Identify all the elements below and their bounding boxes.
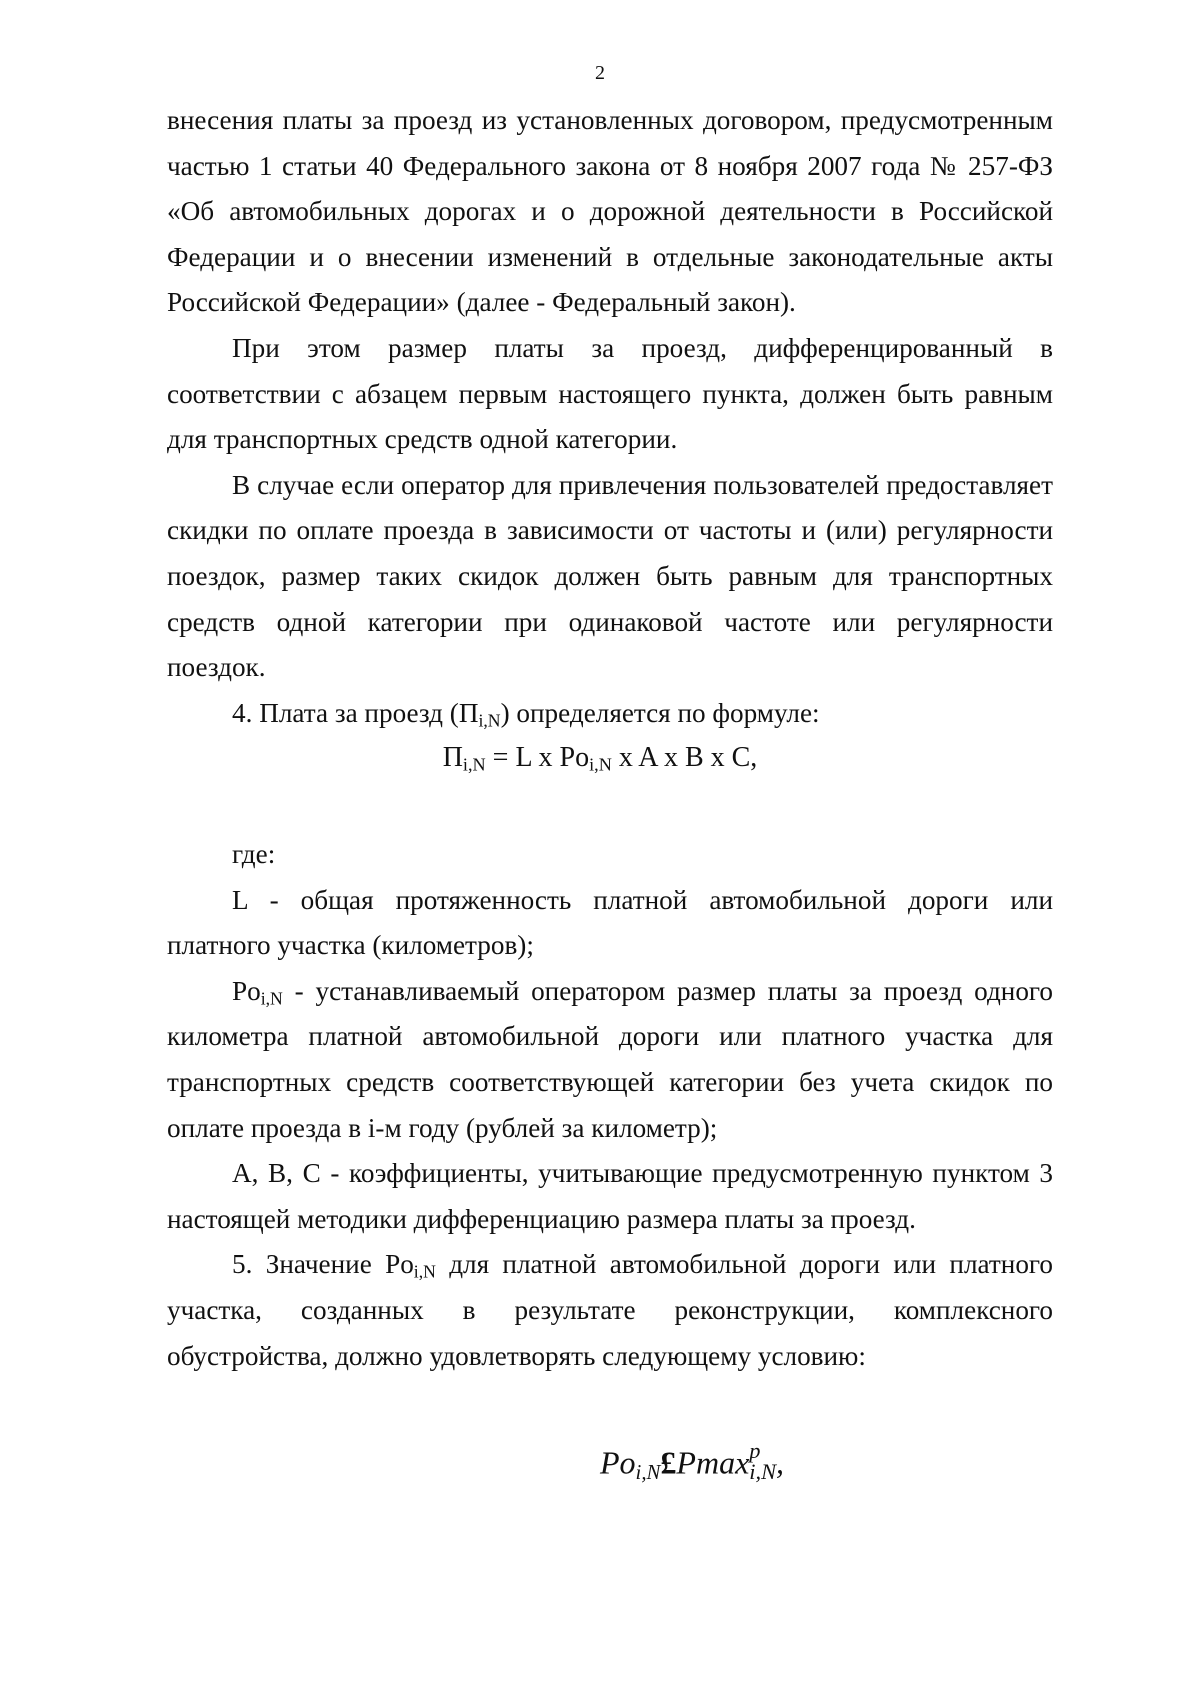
paragraph-item-4: 4. Плата за проезд $(П_{i,N})$ определяется по формуле:	[232, 697, 820, 731]
paragraph-fee-equality: При этом размер платы за проезд, дифференцированный в соответствии с абзацем первым настоящего пункта, должен быть равным для транспортных средств одной категории.	[167, 332, 1053, 455]
definition-ABC: A, B, C - коэффициенты, учитывающие предусмотренную пунктом 3 настоящей методики дифференциацию размера платы за проезд.	[167, 1158, 1053, 1234]
paragraph-item-5: 5. Значение $Po_{i,N}$ для платной автомобильной дороги или платного участка, созданных в результате реконструкции, комплексного обустройства, должно удовлетворять следующему условию:	[167, 1249, 1053, 1371]
where-label: где:	[232, 839, 276, 869]
paragraph-discounts: В случае если оператор для привлечения пользователей предоставляет скидки по оплате проезда в зависимости от частоты и (или) регулярности поездок, размер таких скидок должен быть равным для транспортных средств одной категории при одинаковой частоте или регулярности поездок.	[167, 469, 1053, 683]
definition-L: L - общая протяженность платной автомобильной дороги или платного участка (километров);	[167, 884, 1053, 961]
condition-formula: $Po_{i,N}£Pmax$ p i,N ,	[600, 1438, 785, 1485]
definition-Po: $Po_{i,N}$ - устанавливаемый оператором размер платы за проезд одного километра платной автомобильной дороги или платного участка для транспортных средств соответствующей категории без учета скидок по оплате проезда в i-м году (рублей за километр);	[167, 975, 1053, 1143]
paragraph-continuation: внесения платы за проезд из установленных договором, предусмотренным частью 1 статьи 40 Федерального закона от 8 ноября 2007 года № 257-ФЗ «Об автомобильных дорогах и о дорожной деятельности в Российской Федерации и о внесении изменений в отдельные законодательные акты Российской Федерации» (далее - Федеральный закон).	[167, 105, 1053, 318]
fee-formula: $П_{i,N} = L$ x $Po_{i,N}$ x A x B x C,	[442, 742, 758, 775]
body-text	[167, 98, 1053, 736]
definitions-text	[167, 832, 1053, 1379]
page-number: 2	[595, 62, 605, 84]
